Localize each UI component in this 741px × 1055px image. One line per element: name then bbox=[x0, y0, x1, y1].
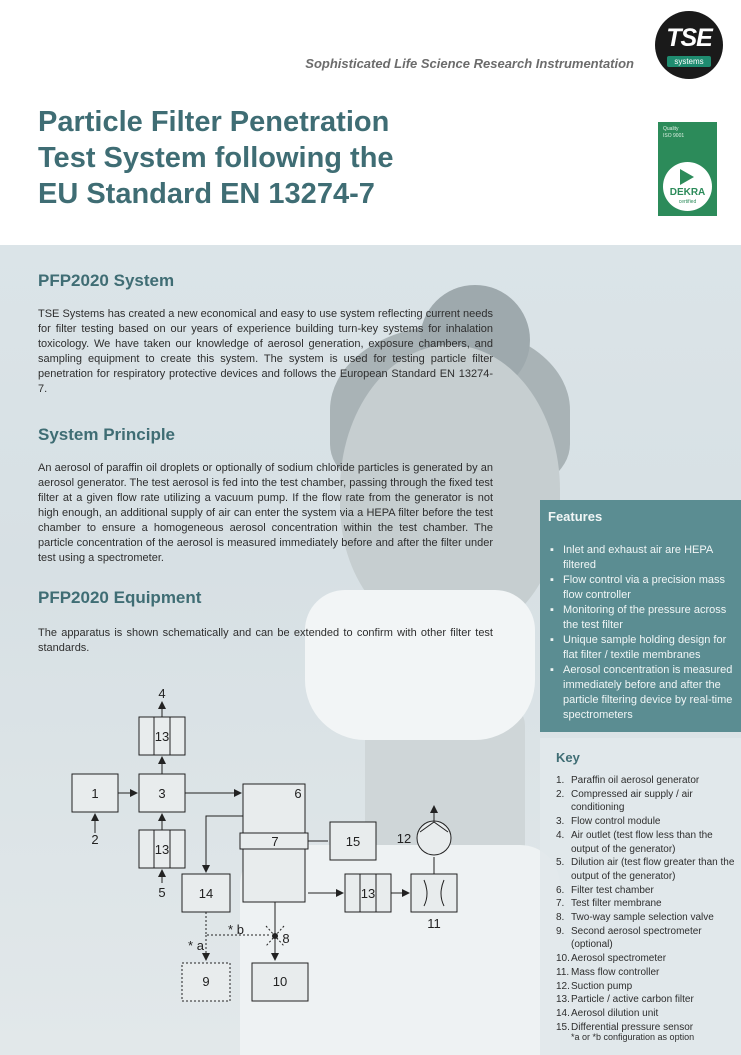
section-heading-system: PFP2020 System bbox=[38, 271, 175, 290]
key-item: 11. Mass flow controller bbox=[556, 966, 660, 978]
feature-item: ▪ Inlet and exhaust air are HEPA filtered bbox=[548, 543, 738, 573]
label-13-top: 13 bbox=[154, 729, 170, 744]
key-item: 8. Two-way sample selection valve bbox=[556, 912, 714, 924]
feature-item: ▪ Aerosol concentration is measured immediately before and after the particle filtering device by real-time spectrometers bbox=[548, 663, 738, 723]
key-item: 3. Flow control module bbox=[556, 816, 661, 828]
system-paragraph: TSE Systems has created a new economical and easy to use system reflecting current needs for filter testing based on our years of experience building turn-key systems for inhalation toxicology. We have taken our knowledge of aerosol generation, exposure chambers, and sampling equipment to create this system. The system is used for testing particle filter penetration for respiratory protective devices and follows the European Standard EN 13274-7. bbox=[38, 308, 493, 395]
label-4: 4 bbox=[158, 686, 166, 701]
badge-brand: DEKRA bbox=[669, 187, 706, 198]
features-panel bbox=[540, 500, 741, 732]
label-10: 10 bbox=[272, 974, 288, 989]
label-15: 15 bbox=[345, 834, 361, 849]
label-13-right: 13 bbox=[360, 886, 376, 901]
key-item: 10. Aerosol spectrometer bbox=[556, 953, 667, 965]
label-13-bottom: 13 bbox=[154, 842, 170, 857]
key-heading: Key bbox=[556, 750, 580, 765]
key-item: 5. Dilution air (test flow greater than the output of the generator) bbox=[556, 857, 735, 882]
equipment-paragraph: The apparatus is shown schematically and can be extended to confirm with other filter test standards. bbox=[38, 627, 493, 654]
label-1: 1 bbox=[91, 786, 99, 801]
key-list bbox=[556, 774, 740, 1034]
key-panel bbox=[540, 738, 741, 1055]
features-list bbox=[548, 543, 738, 723]
title-line-2: Test System following the bbox=[38, 142, 394, 174]
key-item: 7. Test filter membrane bbox=[556, 898, 662, 910]
badge-quality-text: Quality ISO 9001 bbox=[663, 126, 685, 139]
label-3: 3 bbox=[158, 786, 166, 801]
logo-text: TSE bbox=[666, 24, 712, 52]
label-2: 2 bbox=[91, 832, 99, 847]
label-11: 11 bbox=[427, 916, 441, 931]
feature-item: ▪ Monitoring of the pressure across the test filter bbox=[548, 603, 738, 633]
badge-certified: certified bbox=[678, 199, 697, 205]
key-item: 1. Paraffin oil aerosol generator bbox=[556, 775, 700, 786]
box-11 bbox=[411, 874, 457, 912]
label-6: 6 bbox=[294, 786, 302, 801]
key-item: 6. Filter test chamber bbox=[556, 884, 654, 896]
label-7: 7 bbox=[271, 834, 279, 849]
key-item: 15. Differential pressure sensor bbox=[556, 1021, 694, 1033]
pump-12 bbox=[417, 821, 451, 855]
key-item: 9. Second aerosol spectrometer (optional) bbox=[556, 925, 702, 951]
key-item: 13. Particle / active carbon filter bbox=[556, 994, 694, 1006]
key-item: 2. Compressed air supply / air conditioning bbox=[556, 788, 693, 814]
feature-item: ▪ Flow control via a precision mass flow controller bbox=[548, 573, 738, 603]
feature-item: ▪ Unique sample holding design for flat filter / textile membranes bbox=[548, 633, 738, 663]
logo-subtext: systems bbox=[667, 56, 711, 67]
key-item: 12. Suction pump bbox=[556, 980, 633, 992]
principle-paragraph: An aerosol of paraffin oil droplets or optionally of sodium chloride particles is generated by an aerosol generator. The test aerosol is fed into the test chamber, passing through the fixed test filter at a given flow rate utilizing a vacuum pump. If the flow rate from the generator is not high enough, an additional supply of air can enter the system via a HEPA filter before the test chamber to ensure a homogeneous aerosol concentration within the test chamber. The particle concentration of the aerosol is measured immediately before and after the filter under test using a spectrometer. bbox=[38, 462, 493, 564]
title-line-1: Particle Filter Penetration bbox=[38, 106, 390, 138]
key-item: 14. Aerosol dilution unit bbox=[556, 1007, 659, 1019]
label-12: 12 bbox=[396, 831, 412, 846]
title-line-3: EU Standard EN 13274-7 bbox=[38, 178, 375, 210]
section-heading-equipment: PFP2020 Equipment bbox=[38, 588, 202, 607]
tagline: Sophisticated Life Science Research Instrumentation bbox=[305, 56, 634, 71]
key-item: 4. Air outlet (test flow less than the output of the generator) bbox=[556, 829, 713, 855]
label-a: * a bbox=[188, 938, 204, 953]
features-heading: Features bbox=[548, 509, 603, 524]
label-b: * b bbox=[228, 922, 244, 937]
key-note: *a or *b configuration as option bbox=[571, 1032, 695, 1042]
label-5: 5 bbox=[158, 885, 166, 900]
label-9: 9 bbox=[202, 974, 210, 989]
label-8: 8 bbox=[282, 931, 290, 946]
label-14: 14 bbox=[198, 886, 214, 901]
section-heading-principle: System Principle bbox=[38, 425, 176, 444]
